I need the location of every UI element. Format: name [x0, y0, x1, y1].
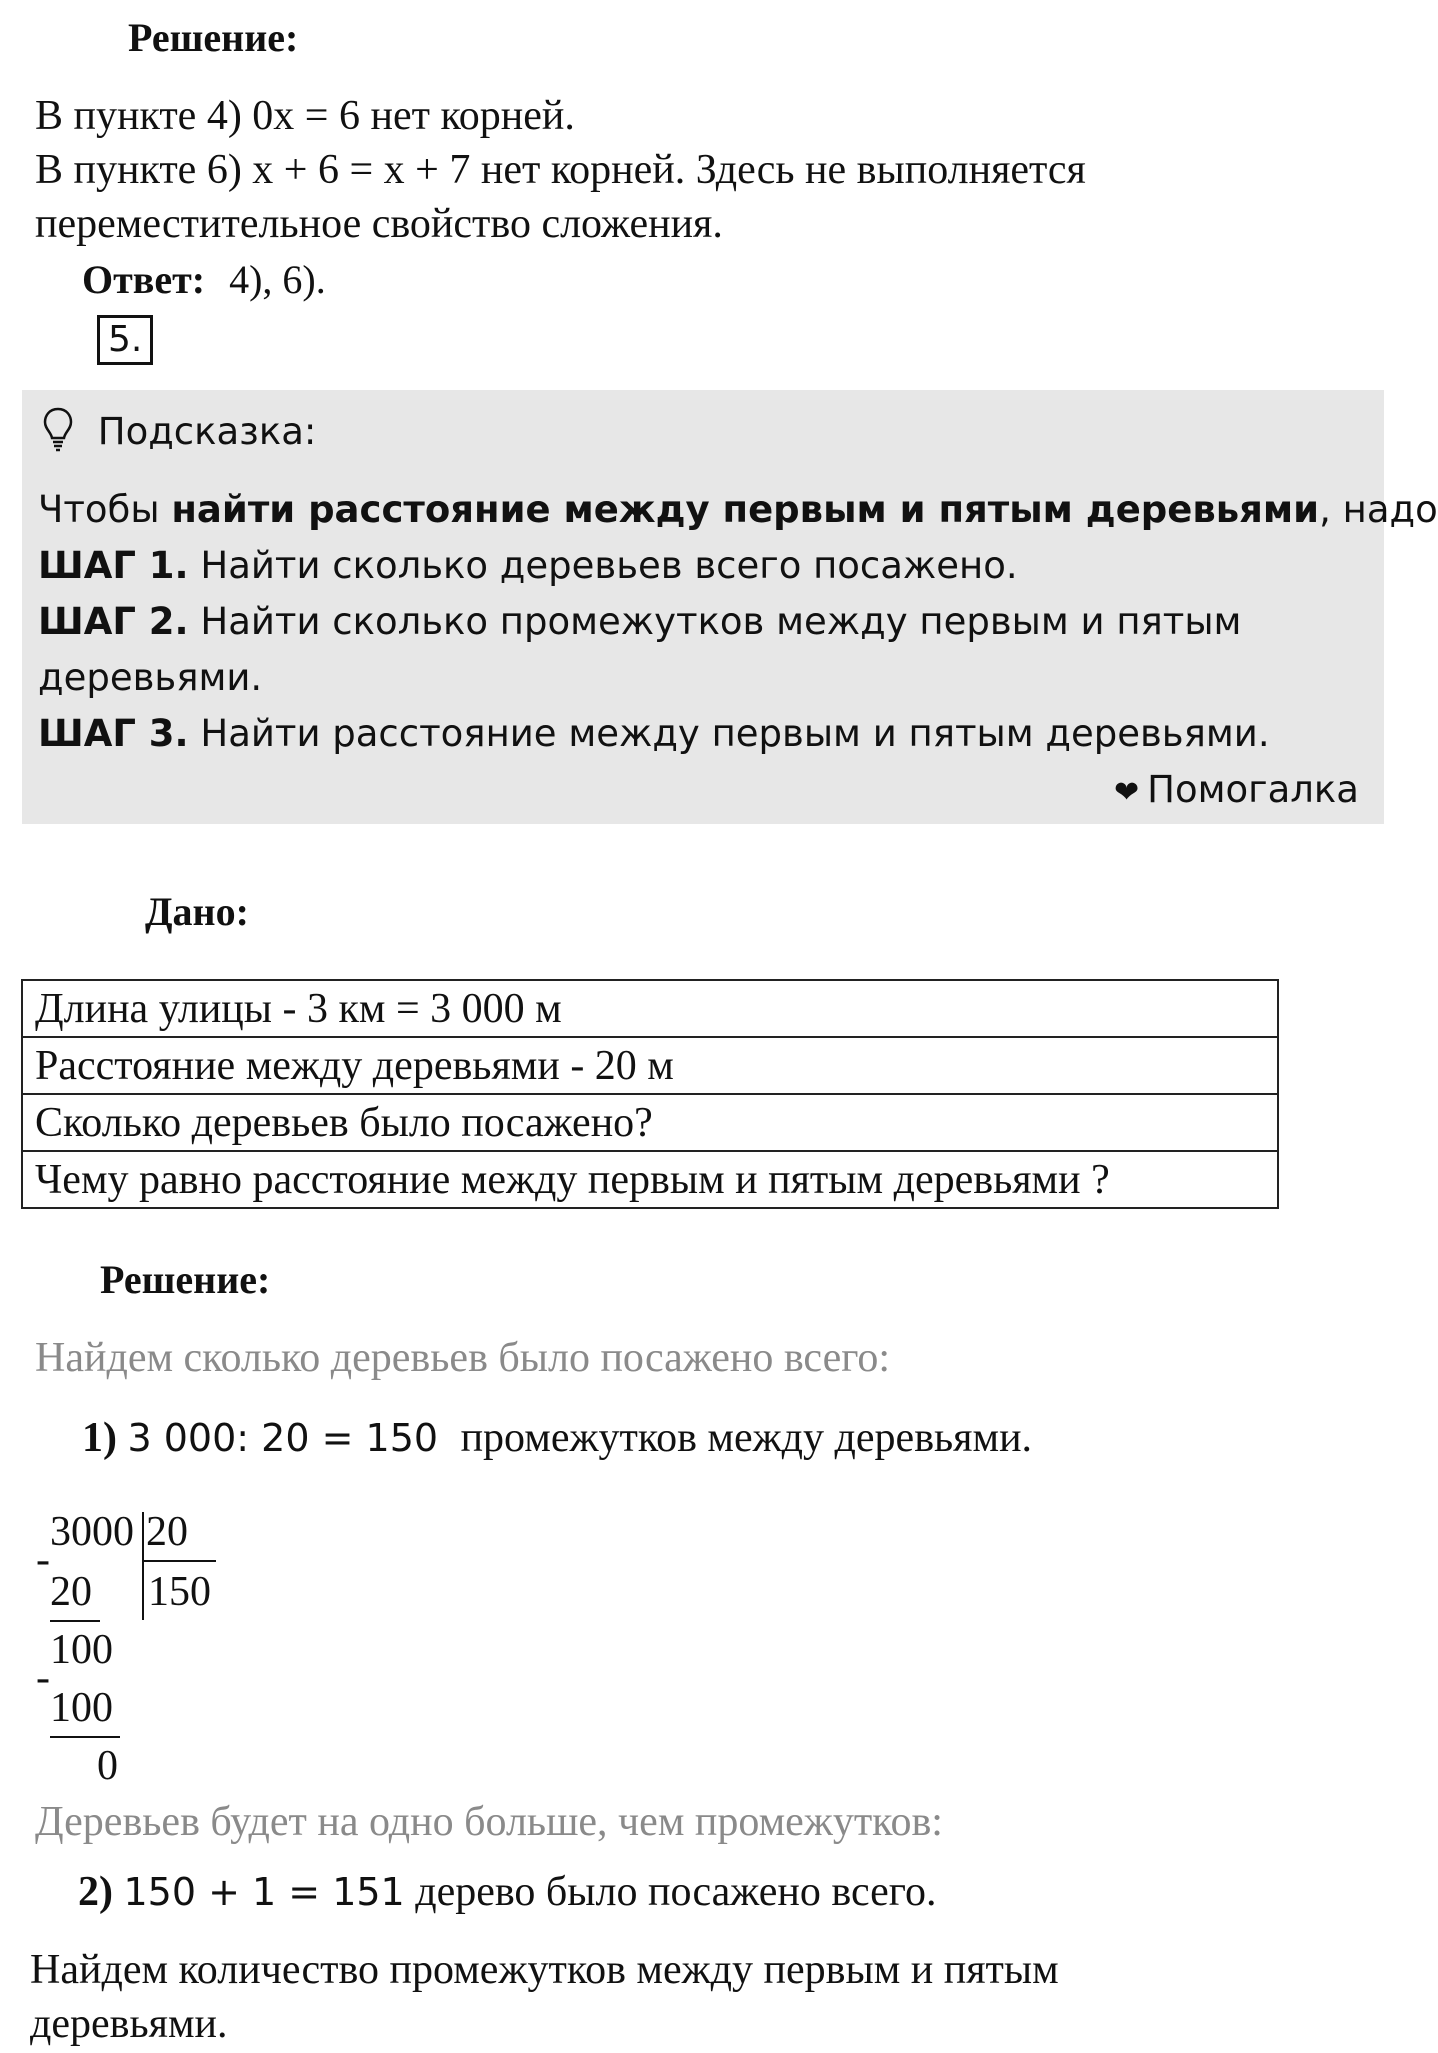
- hint-intro-bold: найти расстояние между первым и пятым деревьями: [171, 488, 1320, 531]
- answer-label: Ответ:: [82, 257, 206, 302]
- division-divisor: 20: [146, 1509, 188, 1555]
- hint-title: Подсказка:: [97, 410, 317, 453]
- hint-signature: Помогалка: [1147, 768, 1359, 811]
- hint-step-1-text: Найти сколько деревьев всего посажено.: [188, 544, 1018, 587]
- hint-step-2-cont: деревьями.: [38, 656, 263, 699]
- hint-step-3: [38, 712, 1270, 755]
- hint-step-2-text: Найти сколько промежутков между первым и пятым: [188, 600, 1242, 643]
- given-row: [22, 1151, 1278, 1208]
- hint-intro-plain: Чтобы: [38, 488, 172, 531]
- given-cell: Сколько деревьев было посажено?: [22, 1094, 1278, 1151]
- step-1-number: 1): [82, 1415, 117, 1461]
- hint-box: [22, 390, 1438, 824]
- given-heading: Дано:: [145, 889, 249, 934]
- division-remainder-1: 100: [50, 1627, 113, 1673]
- division-underline-2: [50, 1736, 120, 1738]
- division-dividend: 3000: [50, 1509, 134, 1555]
- division-underline-1: [50, 1620, 100, 1622]
- hint-step-2: [38, 600, 1241, 643]
- step-2-text: дерево было посажено всего.: [415, 1869, 937, 1915]
- solution-heading: Решение:: [100, 1257, 271, 1302]
- solution-note-1: Найдем сколько деревьев было посажено всего:: [35, 1335, 891, 1381]
- division-subtract-1: 20: [50, 1569, 92, 1615]
- given-cell: Длина улицы - 3 км = 3 000 м: [22, 980, 1278, 1037]
- step-2-expression: 150 + 1 = 151: [123, 1870, 405, 1914]
- division-minus-1: -: [36, 1537, 50, 1583]
- solution-line-2: В пункте 6) x + 6 = x + 7 нет корней. Здесь не выполняется: [35, 147, 1086, 193]
- solution-step-2: [78, 1868, 936, 1916]
- solution-note-2: Деревьев будет на одно больше, чем промежутков:: [35, 1799, 943, 1845]
- hint-intro: [38, 488, 1438, 531]
- solution-note-3-line-2: деревьями.: [30, 2001, 228, 2047]
- solution-line-3: переместительное свойство сложения.: [35, 201, 723, 247]
- given-cell: Расстояние между деревьями - 20 м: [22, 1037, 1278, 1094]
- hint-step-2-label: ШАГ 2.: [38, 600, 189, 643]
- division-subtract-2: 100: [50, 1685, 113, 1731]
- step-2-number: 2): [78, 1869, 113, 1915]
- hint-step-3-label: ШАГ 3.: [38, 712, 189, 755]
- hint-step-3-text: Найти расстояние между первым и пятым деревьями.: [188, 712, 1270, 755]
- division-quotient-line: [144, 1560, 216, 1562]
- heart-icon: ❤: [1114, 775, 1140, 810]
- answer-value: 4), 6).: [229, 257, 326, 302]
- given-row: [22, 1037, 1278, 1094]
- hint-title-row: [42, 406, 316, 461]
- hint-step-1: [38, 544, 1018, 587]
- solution-step-1: [82, 1414, 1032, 1462]
- step-1-expression: 3 000: 20 = 150: [127, 1416, 439, 1460]
- solution-heading-top: Решение:: [128, 15, 299, 60]
- step-1-text: промежутков между деревьями.: [460, 1415, 1033, 1461]
- hint-intro-tail: , надо: [1319, 488, 1438, 531]
- given-table: [21, 979, 1279, 1209]
- given-row: [22, 980, 1278, 1037]
- solution-line-1: В пункте 4) 0x = 6 нет корней.: [35, 93, 575, 139]
- division-vertical-line: [142, 1512, 144, 1620]
- division-quotient: 150: [148, 1569, 211, 1615]
- solution-note-3-line-1: Найдем количество промежутков между первым и пятым: [30, 1947, 1059, 1993]
- division-minus-2: -: [36, 1655, 50, 1701]
- given-row: [22, 1094, 1278, 1151]
- lightbulb-icon: [42, 406, 74, 461]
- answer-line: [82, 256, 326, 303]
- task-number-box: 5.: [97, 315, 153, 365]
- hint-step-1-label: ШАГ 1.: [38, 544, 189, 587]
- given-cell: Чему равно расстояние между первым и пятым деревьями ?: [22, 1151, 1278, 1208]
- division-remainder-2: 0: [97, 1743, 118, 1789]
- hint-signature-row: [1114, 768, 1359, 811]
